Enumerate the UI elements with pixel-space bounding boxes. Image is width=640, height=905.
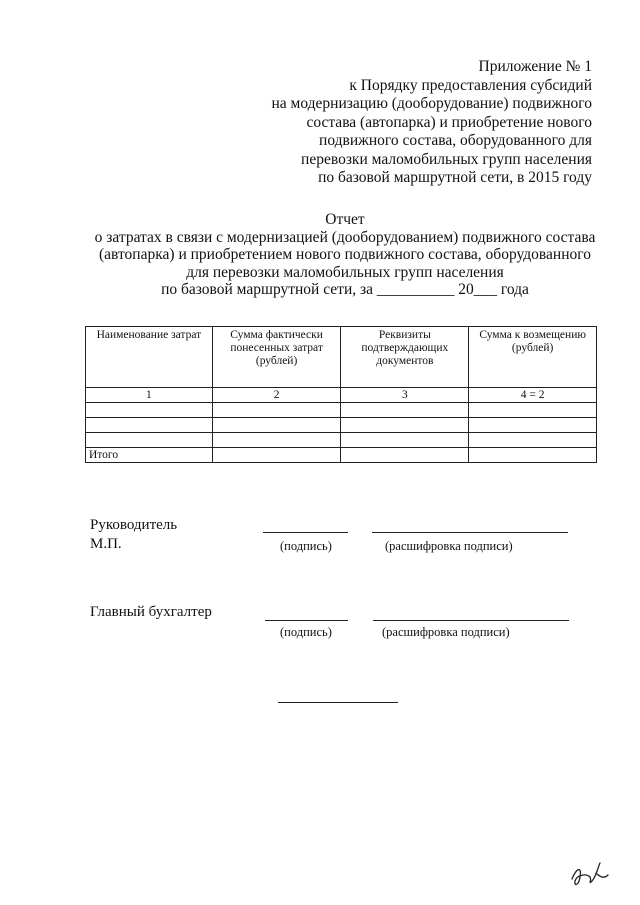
header-documents: Реквизиты подтверждающих документов xyxy=(341,327,469,388)
stamp-label: М.П. xyxy=(90,536,122,552)
report-line: (автопарка) и приобретением нового подвижного состава, оборудованного xyxy=(99,246,591,263)
column-number: 3 xyxy=(341,388,469,403)
director-signature-hint: (подпись) xyxy=(280,539,332,553)
director-decoding-line xyxy=(372,532,568,533)
report-heading xyxy=(70,211,620,299)
total-row xyxy=(86,448,597,463)
column-number: 1 xyxy=(86,388,213,403)
appendix-line: подвижного состава, оборудованного для xyxy=(319,132,592,149)
appendix-block xyxy=(212,58,592,188)
total-label: Итого xyxy=(86,448,213,463)
accountant-decoding-line xyxy=(373,620,569,621)
bottom-separator-line xyxy=(278,702,398,703)
handwritten-signature-icon xyxy=(566,855,612,891)
accountant-decoding-hint: (расшифровка подписи) xyxy=(382,625,510,639)
table-row xyxy=(86,418,597,433)
appendix-line: перевозки маломобильных групп населения xyxy=(301,150,592,168)
director-label: Руководитель xyxy=(90,517,178,533)
column-number-row xyxy=(86,388,597,403)
appendix-line: к Порядку предоставления субсидий xyxy=(349,76,592,94)
report-line: о затратах в связи с модернизацией (дооборудованием) подвижного состава xyxy=(94,228,596,246)
report-line: для перевозки маломобильных групп населения xyxy=(186,263,504,281)
report-line: по базовой маршрутной сети, за __________ 20___ года xyxy=(161,281,529,298)
table-row xyxy=(86,403,597,418)
appendix-line: состава (автопарка) и приобретение нового xyxy=(306,113,592,131)
director-signature-line xyxy=(263,532,348,533)
appendix-line: на модернизацию (дооборудование) подвижного xyxy=(271,95,592,112)
director-decoding-hint: (расшифровка подписи) xyxy=(385,539,513,553)
header-actual-sum: Сумма фактически понесенных затрат (рублей) xyxy=(212,327,341,388)
header-cost-name: Наименование затрат xyxy=(86,327,213,388)
accountant-signature-hint: (подпись) xyxy=(280,625,332,639)
costs-table xyxy=(85,326,597,463)
header-row xyxy=(86,327,597,388)
column-number: 4 = 2 xyxy=(469,388,597,403)
column-number: 2 xyxy=(212,388,341,403)
header-refund-sum: Сумма к возмещению (рублей) xyxy=(469,327,597,388)
report-title: Отчет xyxy=(325,211,365,228)
appendix-line: Приложение № 1 xyxy=(478,58,592,75)
appendix-line: по базовой маршрутной сети, в 2015 году xyxy=(318,169,592,186)
accountant-label: Главный бухгалтер xyxy=(90,604,212,620)
accountant-signature-line xyxy=(265,620,348,621)
table-row xyxy=(86,433,597,448)
